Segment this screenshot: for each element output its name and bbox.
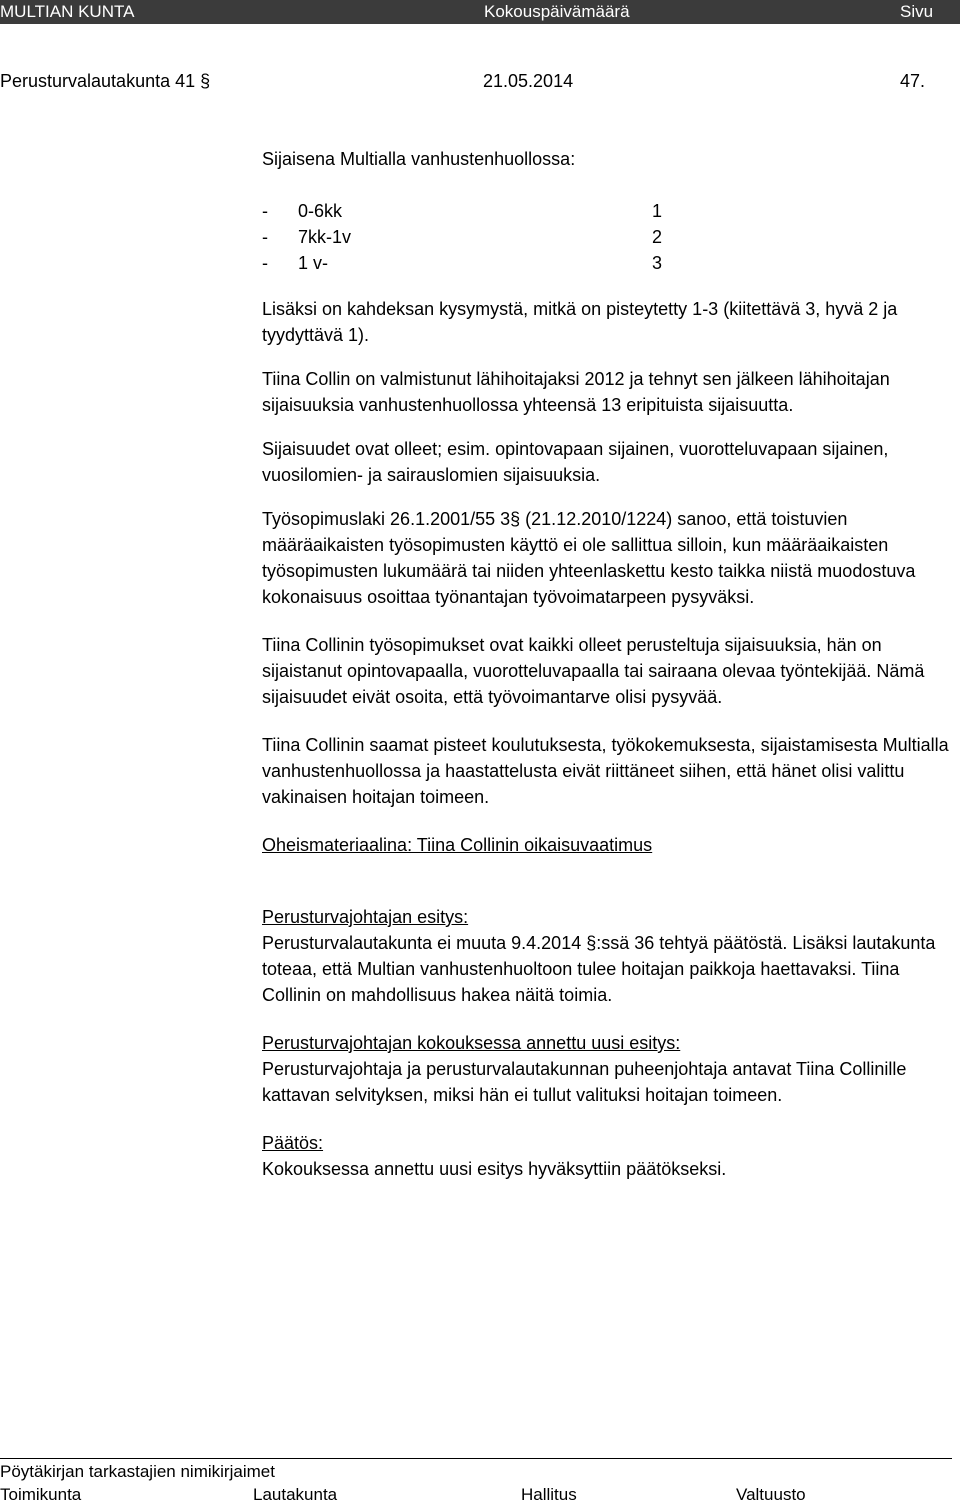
list-item <box>262 224 958 250</box>
proposal-text: Perusturvalautakunta ei muuta 9.4.2014 §:ssä 36 tehtyä päätöstä. Lisäksi lautakunta toteaa, että Multian vanhustenhuoltoon tulee hoitajan paikkoja haettavaksi. Tiina Collinin on mahdollisuus hakea näitä toimia. <box>262 933 936 1005</box>
list-dash: - <box>262 201 268 221</box>
decision-text: Kokouksessa annettu uusi esitys hyväksyttiin päätökseksi. <box>262 1159 727 1179</box>
paragraph: Tiina Collin on valmistunut lähihoitajaksi 2012 ja tehnyt sen jälkeen lähihoitajan sijaisuuksia vanhustenhuollossa yhteensä 13 eripituista sijaisuutta. <box>262 369 890 415</box>
list-label: 7kk-1v <box>298 227 352 247</box>
paragraph: Sijaisuudet ovat olleet; esim. opintovapaan sijainen, vuorotteluvapaan sijainen, vuosilomien- ja sairauslomien sijaisuuksia. <box>262 439 889 485</box>
list-label: 0-6kk <box>298 201 343 221</box>
signatures-label: Pöytäkirjan tarkastajien nimikirjaimet <box>0 1462 275 1481</box>
list-dash: - <box>262 227 268 247</box>
document-header-bar <box>0 0 960 24</box>
new-proposal-heading: Perusturvajohtajan kokouksessa annettu uusi esitys: <box>262 1033 681 1053</box>
column-label: Toimikunta <box>0 1485 82 1504</box>
meeting-date-label: Kokouspäivämäärä <box>484 2 630 21</box>
column-label: Valtuusto <box>736 1485 806 1504</box>
list-value: 2 <box>652 227 663 247</box>
list-label: 1 v- <box>298 253 329 273</box>
org-name: MULTIAN KUNTA <box>0 2 135 21</box>
list-item <box>262 198 958 224</box>
list-dash: - <box>262 253 268 273</box>
paragraph: Tiina Collinin saamat pisteet koulutuksesta, työkokemuksesta, sijaistamisesta Multialla vanhustenhuollossa ja haastattelusta eivät riittäneet siihen, että hänet olisi valittu vakinaisen hoitajan toimeen. <box>262 735 949 807</box>
list-value: 1 <box>652 201 663 221</box>
page-number: 47. <box>900 71 926 91</box>
attachment-note: Oheismateriaalina: Tiina Collinin oikaisuvaatimus <box>262 835 653 855</box>
column-label: Hallitus <box>521 1485 577 1504</box>
new-proposal-text: Perusturvajohtaja ja perusturvalautakunnan puheenjohtaja antavat Tiina Collinille kattavan selvityksen, miksi hän ei tullut valituksi hoitajan toimeen. <box>262 1059 907 1105</box>
decision-heading: Päätös: <box>262 1133 324 1153</box>
paragraph: Lisäksi on kahdeksan kysymystä, mitkä on pisteytetty 1-3 (kiitettävä 3, hyvä 2 ja tyydyttävä 1). <box>262 299 898 345</box>
body-and-section: Perusturvalautakunta 41 § <box>0 71 211 91</box>
intro-text: Sijaisena Multialla vanhustenhuollossa: <box>262 149 576 169</box>
list-value: 3 <box>652 253 663 273</box>
proposal-heading: Perusturvajohtajan esitys: <box>262 907 469 927</box>
paragraph: Työsopimuslaki 26.1.2001/55 3§ (21.12.2010/1224) sanoo, että toistuvien määräaikaisten työsopimusten käyttö ei ole sallittua silloin, kun määräaikaisten työsopimusten lukumäärä tai niiden yhteenlaskettu kesto taikka niistä muodostuva kokonaisuus osoittaa työnantajan työvoimatarpeen pysyväksi. <box>262 509 916 607</box>
signature-columns <box>0 1484 960 1506</box>
page-label: Sivu <box>900 2 934 21</box>
meeting-date: 21.05.2014 <box>483 71 574 91</box>
score-list <box>262 198 958 276</box>
document-subheader <box>0 68 960 94</box>
footer-divider <box>0 1458 952 1459</box>
list-item <box>262 250 958 276</box>
document-body <box>262 146 958 1182</box>
column-label: Lautakunta <box>253 1485 338 1504</box>
paragraph: Tiina Collinin työsopimukset ovat kaikki olleet perusteltuja sijaisuuksia, hän on sijaistanut opintovapaalla, vuorotteluvapaalla tai sairaana olevaa työntekijää. Nämä sijaisuudet eivät osoita, että työvoimantarve olisi pysyvää. <box>262 635 925 707</box>
